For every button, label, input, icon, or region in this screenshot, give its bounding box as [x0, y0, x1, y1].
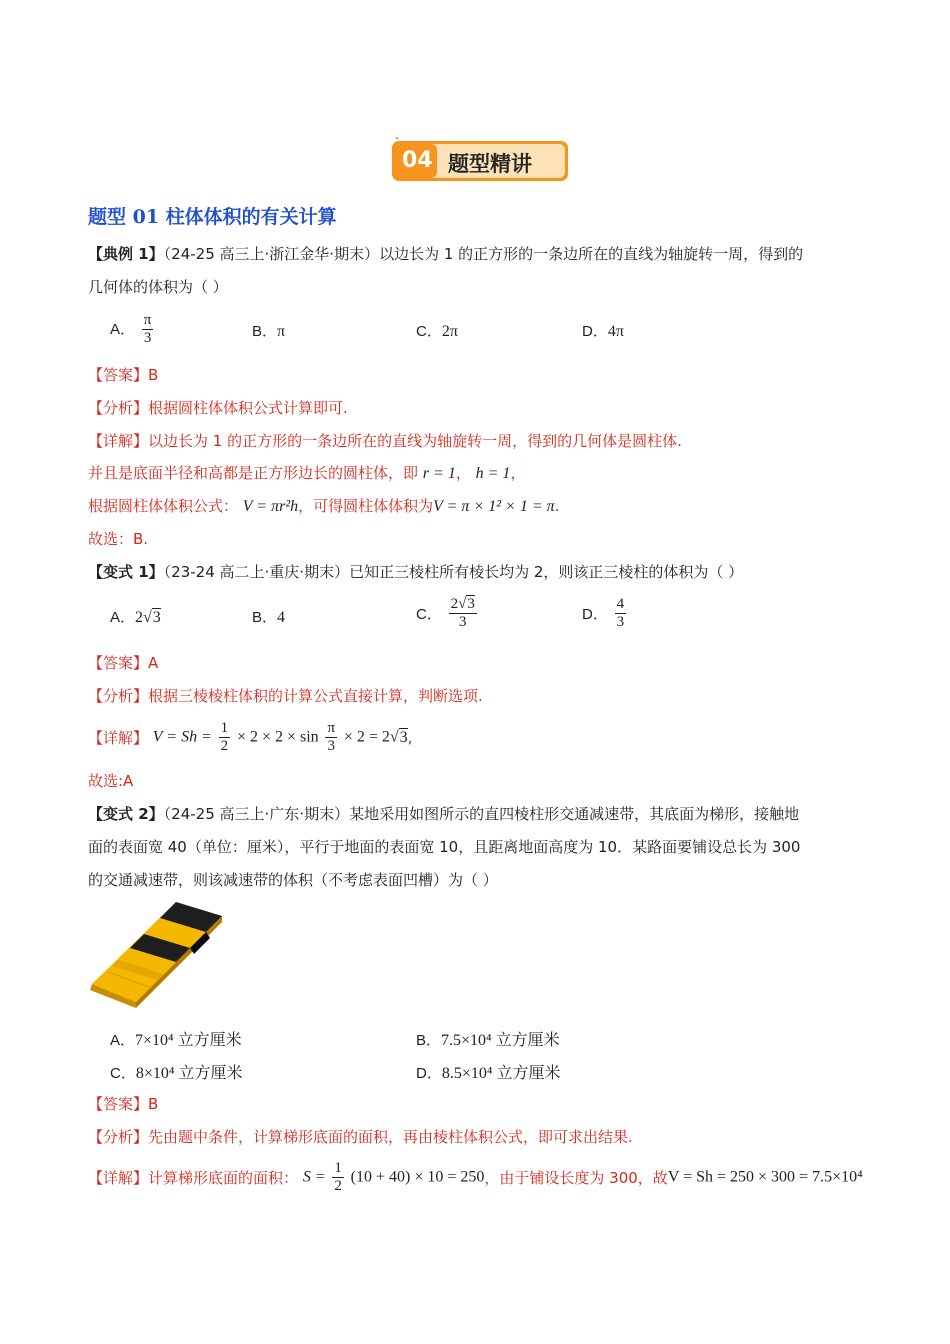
badge-number: 04	[402, 148, 433, 173]
ex1-answer: 【答案】B	[88, 366, 159, 384]
ex1-choose: 故选：B.	[88, 530, 149, 548]
ex1-stem-line1	[88, 243, 803, 264]
var2-stem-line1: 【变式 2】（24-25 高三上·广东·期末）某地采用如图所示的直四棱柱形交通减速带，其底面为梯形，接触地	[88, 805, 800, 823]
ex1-option-b: B．π	[252, 323, 286, 340]
var1-option-c: C． $\frac{2√3}{3}$	[416, 596, 475, 630]
ex1-option-d: D．4π	[582, 323, 624, 340]
var2-option-c: C．8×10⁴ 立方厘米	[110, 1065, 243, 1082]
badge-text: 题型精讲	[448, 152, 532, 176]
var2-option-a: A．7×10⁴ 立方厘米	[110, 1032, 242, 1049]
var1-tag: 【变式 1】	[88, 563, 164, 581]
speed-bump-image	[88, 898, 224, 1008]
var2-analysis: 【分析】先由题中条件，计算梯形底面的面积，再由棱柱体积公式，即可求出结果.	[88, 1128, 633, 1146]
var1-option-c-fraction: $\frac{2√3}{3}$	[450, 596, 475, 630]
var1-option-a: A．2√3	[110, 609, 161, 626]
var1-option-d-fraction: $\frac{4}{3}$	[616, 596, 625, 630]
var1-answer: 【答案】A	[88, 654, 159, 672]
var1-option-b: B．4	[252, 609, 286, 626]
ex1-stem-line2: 几何体的体积为（ ）	[88, 278, 228, 296]
var2-stem-line3: 的交通减速带，则该减速带的体积（不考虑表面凹槽）为（ ）	[88, 871, 498, 889]
var1-choose: 故选:A	[88, 772, 134, 790]
var2-option-b: B．7.5×10⁴ 立方厘米	[416, 1032, 560, 1049]
var1-analysis: 【分析】根据三棱棱柱体积的计算公式直接计算，判断选项.	[88, 687, 483, 705]
var2-detail: 【详解】计算梯形底面的面积： S = $\frac{1}{2}$ (10 + 40) × 10 = 250，由于铺设长度为 300，故V = Sh = 250 × 300 = 7.5×10⁴	[88, 1160, 863, 1194]
ex1-detail-line1: 【详解】以边长为 1 的正方形的一条边所在的直线为轴旋转一周，得到的几何体是圆柱体.	[88, 432, 682, 450]
ex1-option-a: A． $\frac{\pi}{3}$	[110, 312, 152, 346]
var1-option-d: D． $\frac{4}{3}$	[582, 596, 625, 630]
section-title: 题型 01 柱体体积的有关计算	[88, 206, 337, 228]
ex1-stem-text: （24-25 高三上·浙江金华·期末）以边长为 1 的正方形的一条边所在的直线为轴旋转一周，得到的	[163, 245, 804, 263]
var2-option-d: D．8.5×10⁴ 立方厘米	[416, 1065, 561, 1082]
ex1-option-c: C．2π	[416, 323, 458, 340]
section-badge	[390, 137, 570, 183]
ex1-detail-line3: 根据圆柱体体积公式： V = πr²h，可得圆柱体体积为V = π × 1² × 1 = π.	[88, 497, 560, 515]
ex1-detail-line2: 并且是底面半径和高都是正方形边长的圆柱体，即 r = 1， h = 1，	[88, 464, 526, 482]
var2-stem-line2: 面的表面宽 40（单位：厘米），平行于地面的表面宽 10，且距离地面高度为 10．某路面要铺设总长为 300	[88, 838, 801, 856]
ex1-tag: 【典例 1】	[88, 245, 164, 263]
var1-detail: 【详解】 V = Sh = $\frac{1}{2}$ × 2 × 2 × sin $\frac{\pi}{3}$ × 2 = 2√3,	[88, 720, 413, 754]
var1-stem: 【变式 1】（23-24 高二上·重庆·期末）已知正三棱柱所有棱长均为 2，则该正三棱柱的体积为（ ）	[88, 563, 744, 581]
ex1-option-a-fraction: $\frac{\pi}{3}$	[143, 312, 152, 346]
ex1-analysis: 【分析】根据圆柱体体积公式计算即可.	[88, 399, 348, 417]
var2-answer: 【答案】B	[88, 1095, 159, 1113]
var2-tag: 【变式 2】	[88, 805, 164, 823]
